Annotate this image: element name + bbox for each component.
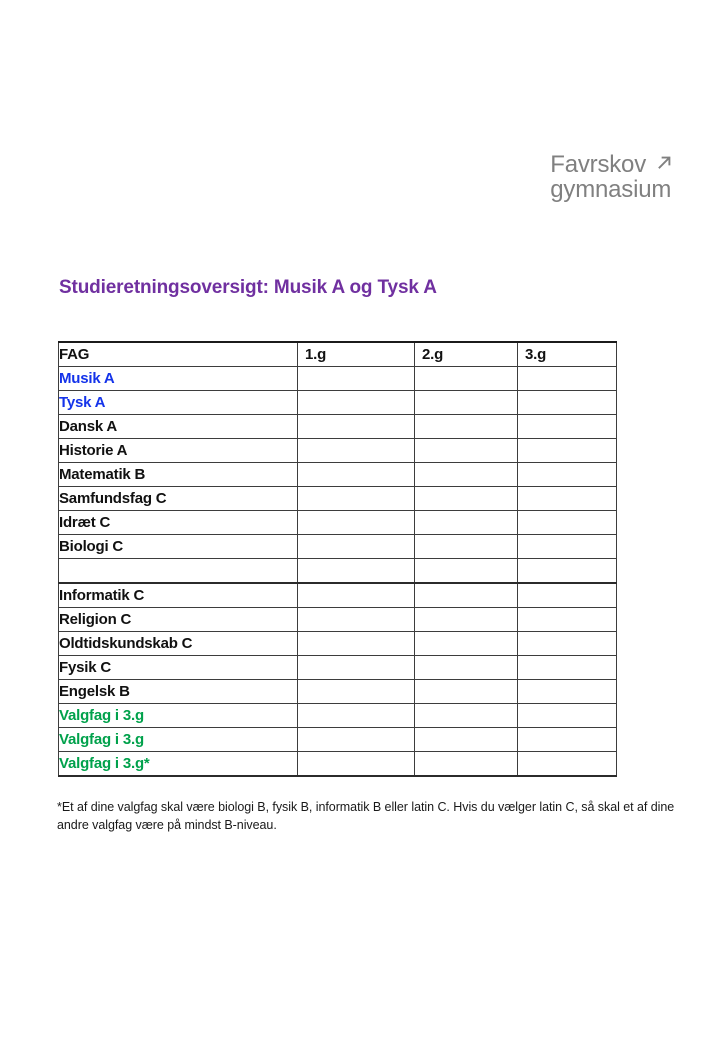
school-logo [550,152,673,203]
table-row [59,391,617,415]
year-cell-2g [415,632,518,656]
table-row [59,632,617,656]
year-cell-2g [415,439,518,463]
year-cell-1g [298,656,415,680]
year-cell-2g [415,415,518,439]
year-cell-1g [298,632,415,656]
table-row [59,583,617,608]
subject-label: Religion C [59,608,298,632]
column-header-fag: FAG [59,342,298,367]
subject-label: Musik A [59,367,298,391]
year-cell-1g [298,680,415,704]
year-cell-3g [518,559,617,584]
year-cell-1g [298,511,415,535]
year-cell-2g [415,487,518,511]
year-cell-2g [415,680,518,704]
year-cell-3g [518,463,617,487]
column-header-2-g: 2.g [415,342,518,367]
subject-label: Valgfag i 3.g [59,704,298,728]
study-program-table-wrapper [58,341,616,777]
year-cell-3g [518,752,617,777]
subject-label: Samfundsfag C [59,487,298,511]
subject-label: Oldtidskundskab C [59,632,298,656]
year-cell-2g [415,728,518,752]
subject-label: Valgfag i 3.g* [59,752,298,777]
subject-label: Dansk A [59,415,298,439]
study-program-table [58,341,617,777]
year-cell-1g [298,367,415,391]
year-cell-3g [518,656,617,680]
year-cell-3g [518,680,617,704]
table-row [59,415,617,439]
year-cell-3g [518,367,617,391]
subject-label: Valgfag i 3.g [59,728,298,752]
table-row [59,367,617,391]
year-cell-1g [298,391,415,415]
table-row [59,608,617,632]
subject-label [59,559,298,584]
year-cell-1g [298,559,415,584]
year-cell-1g [298,439,415,463]
year-cell-2g [415,511,518,535]
column-header-1-g: 1.g [298,342,415,367]
table-row [59,559,617,584]
subject-label: Historie A [59,439,298,463]
year-cell-3g [518,728,617,752]
logo-word-favrskov: Favrskov [550,151,646,178]
subject-label: Fysik C [59,656,298,680]
year-cell-3g [518,632,617,656]
year-cell-3g [518,608,617,632]
column-header-3-g: 3.g [518,342,617,367]
year-cell-2g [415,608,518,632]
year-cell-2g [415,367,518,391]
year-cell-3g [518,487,617,511]
subject-label: Informatik C [59,583,298,608]
year-cell-1g [298,704,415,728]
arrow-up-right-icon [656,154,673,171]
year-cell-2g [415,656,518,680]
table-header-row [59,342,617,367]
page-title: Studieretningsoversigt: Musik A og Tysk A [59,277,437,298]
footnote-text: *Et af dine valgfag skal være biologi B, fysik B, informatik B eller latin C. Hvis du vælger latin C, så skal et af dine andre valgfag være på mindst B-niveau. [57,800,675,833]
table-row [59,728,617,752]
subject-label: Idræt C [59,511,298,535]
year-cell-3g [518,511,617,535]
table-row [59,752,617,777]
year-cell-1g [298,752,415,777]
year-cell-3g [518,583,617,608]
year-cell-2g [415,752,518,777]
year-cell-1g [298,728,415,752]
logo-line-1 [550,152,673,177]
year-cell-2g [415,391,518,415]
table-row [59,704,617,728]
year-cell-3g [518,391,617,415]
table-row [59,463,617,487]
year-cell-3g [518,535,617,559]
year-cell-3g [518,415,617,439]
table-row [59,656,617,680]
subject-label: Engelsk B [59,680,298,704]
year-cell-3g [518,704,617,728]
year-cell-1g [298,487,415,511]
table-row [59,511,617,535]
year-cell-1g [298,583,415,608]
table-row [59,487,617,511]
logo-word-gymnasium: gymnasium [550,176,672,204]
year-cell-1g [298,535,415,559]
table-row [59,680,617,704]
year-cell-1g [298,608,415,632]
year-cell-2g [415,583,518,608]
table-row [59,439,617,463]
year-cell-2g [415,463,518,487]
year-cell-2g [415,704,518,728]
subject-label: Biologi C [59,535,298,559]
table-row [59,535,617,559]
year-cell-3g [518,439,617,463]
year-cell-1g [298,415,415,439]
year-cell-2g [415,535,518,559]
year-cell-1g [298,463,415,487]
subject-label: Matematik B [59,463,298,487]
subject-label: Tysk A [59,391,298,415]
year-cell-2g [415,559,518,584]
